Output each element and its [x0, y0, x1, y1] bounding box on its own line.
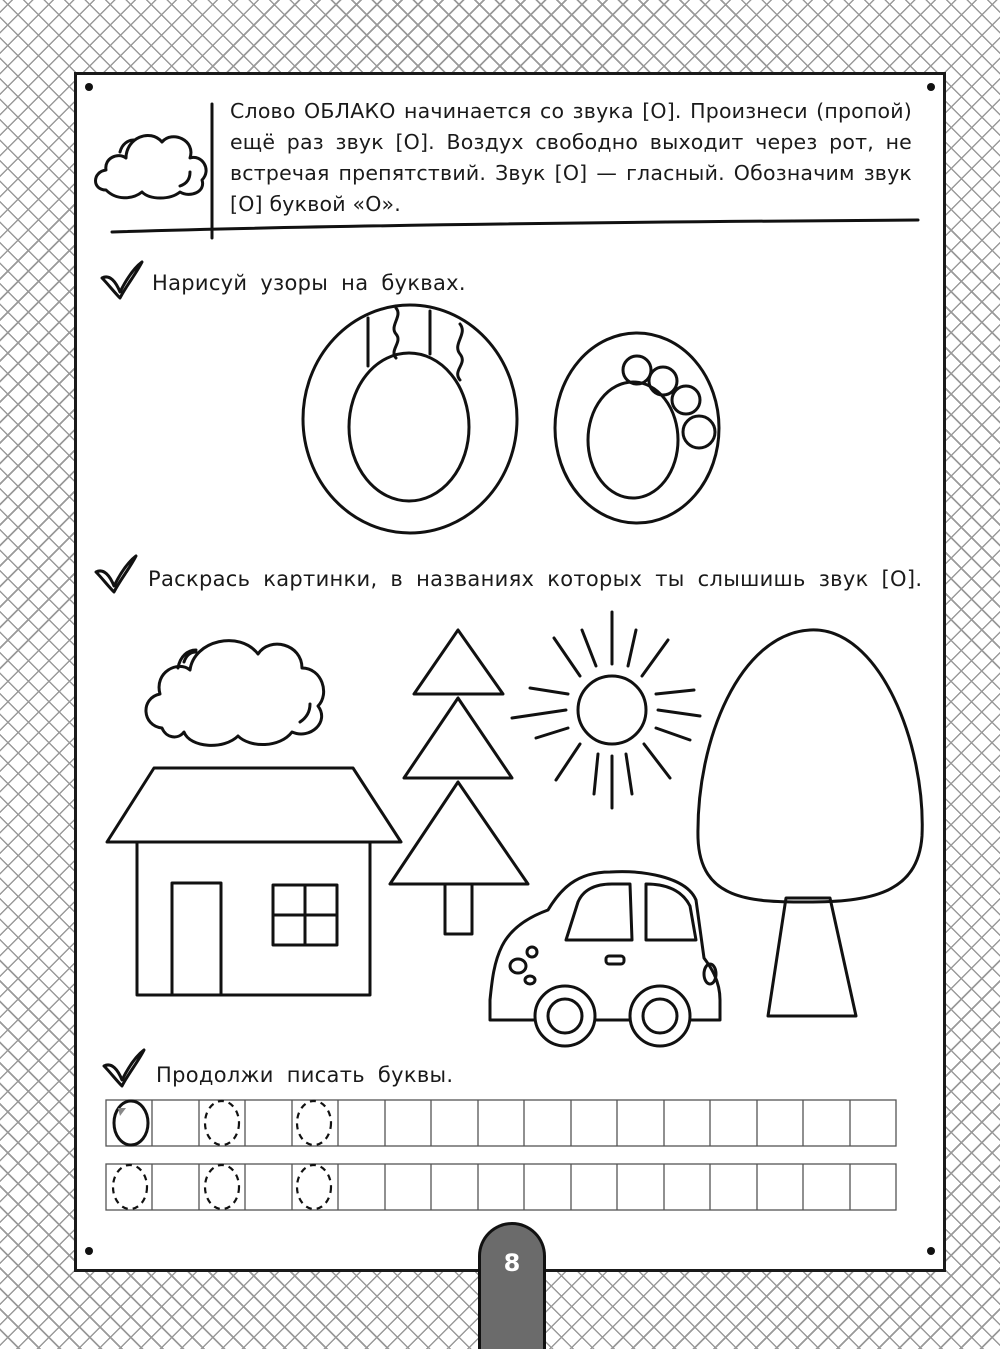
letter-o-lowercase [555, 333, 719, 523]
letter-o-uppercase [303, 305, 517, 533]
checkmark-icon [96, 556, 136, 592]
page-number-tab [478, 1222, 546, 1349]
fir-tree-icon [390, 630, 528, 934]
checkmark-icon [102, 262, 142, 298]
tree-icon [698, 630, 922, 1016]
sun-icon [512, 612, 700, 808]
start-arrow [118, 1108, 126, 1116]
task-2-label: Раскрась картинки, в названиях которых ты слышишь звук [О]. [148, 567, 923, 591]
car-icon [490, 872, 720, 1046]
header-horizontal-rule [112, 220, 918, 232]
page-number: 8 [503, 1249, 521, 1277]
intro-paragraph: Слово ОБЛАКО начинается со звука [О]. Произнеси (пропой) ещё раз звук [О]. Воздух свободно выходит через рот, не встречая препятствий. Звук [О] — гласный. Обозначим звук [О] буквой «О». [230, 99, 912, 216]
house-icon [107, 768, 401, 995]
cloud-icon [146, 641, 324, 746]
dashed-letter-o [113, 1101, 331, 1209]
writing-grid [106, 1100, 896, 1210]
task-1-label: Нарисуй узоры на буквах. [152, 271, 466, 295]
task-3-label: Продолжи писать буквы. [156, 1063, 454, 1087]
checkmark-icon [104, 1050, 144, 1086]
cloud-icon [96, 135, 207, 198]
letter-o-sample [114, 1101, 148, 1145]
